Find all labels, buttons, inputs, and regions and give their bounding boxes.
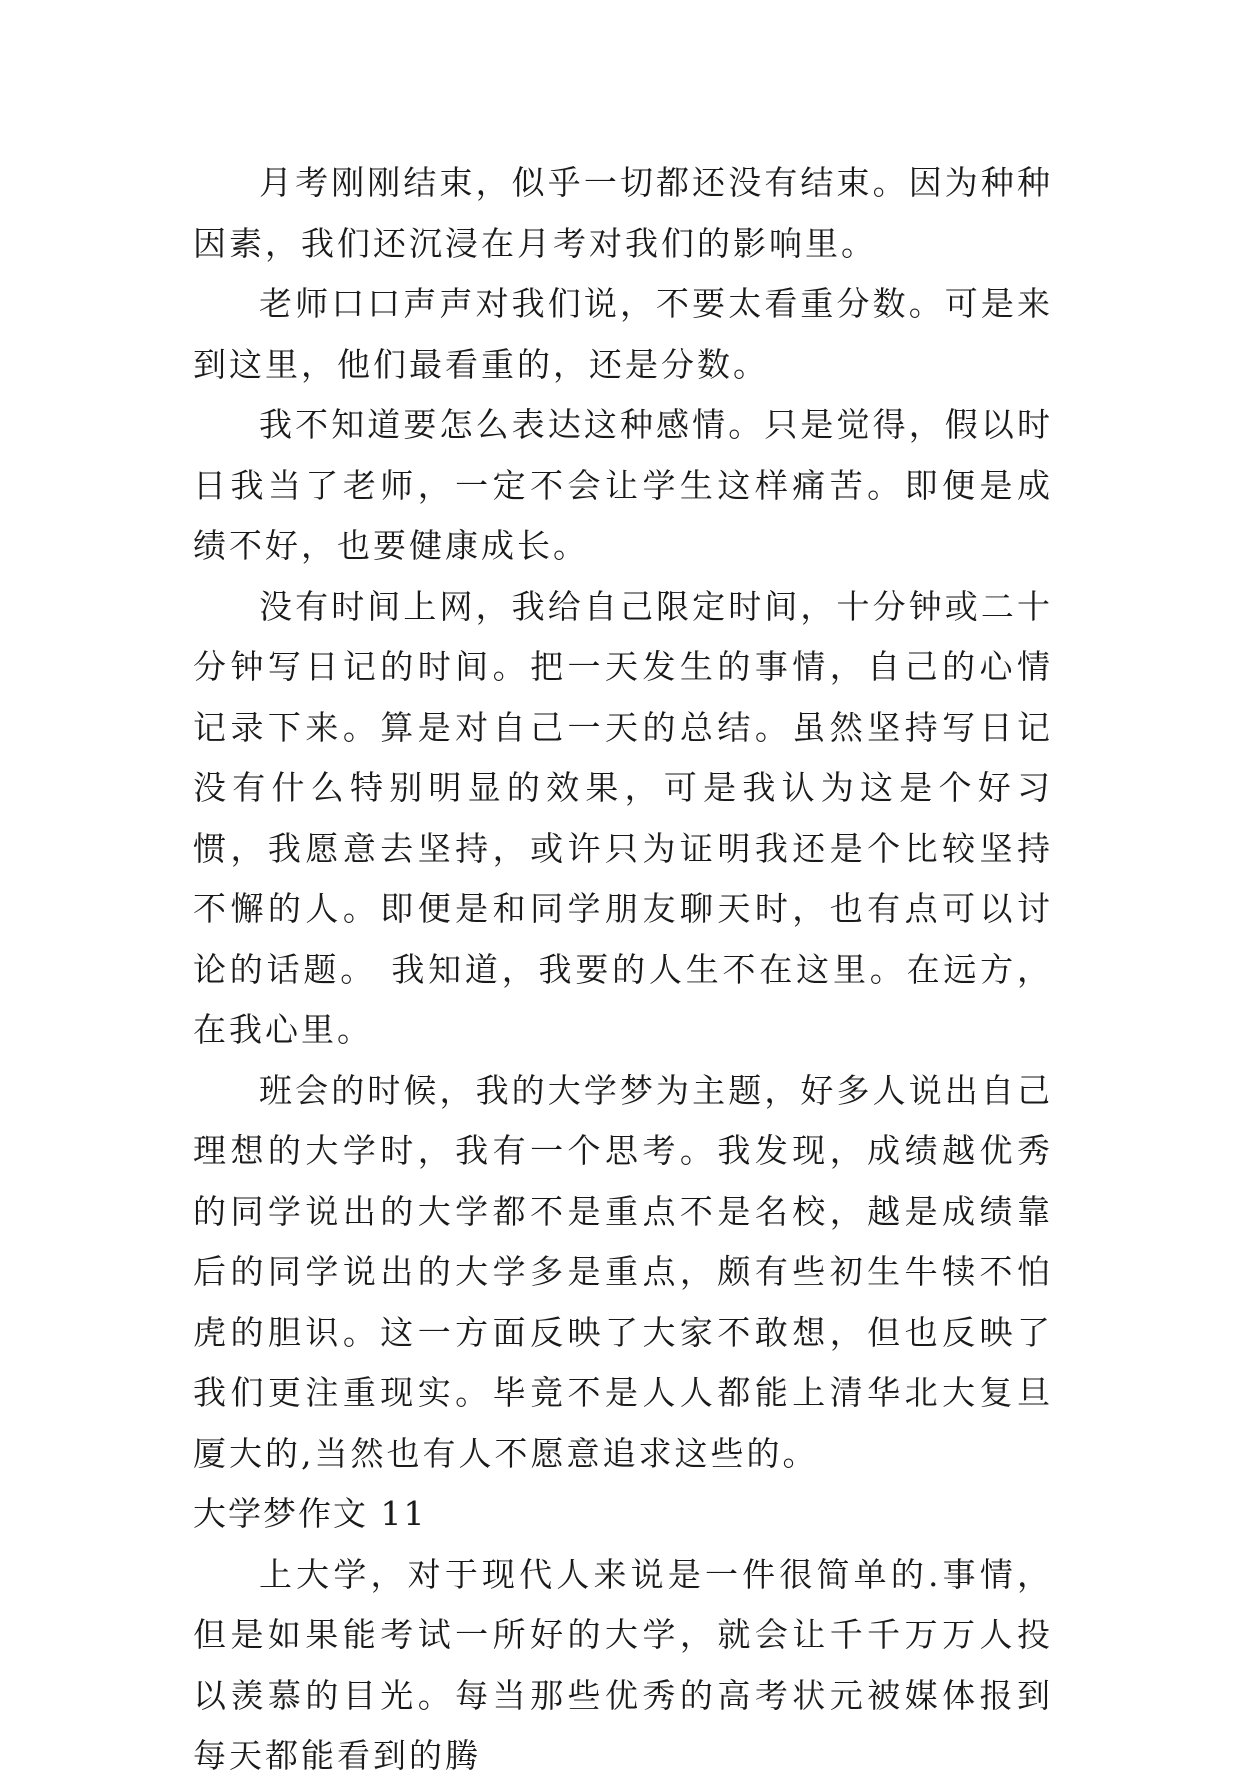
paragraph-6: 上大学，对于现代人来说是一件很简单的.事情，但是如果能考试一所好的大学，就会让千千万万人投以羡慕的目光。每当那些优秀的高考状元被媒体报到每天都能看到的腾 [193, 1554, 1053, 1775]
section-heading: 大学梦作文 11 [193, 1494, 427, 1533]
document-body [193, 153, 1053, 1787]
paragraph-1: 月考刚刚结束，似乎一切都还没有结束。因为种种因素，我们还沉浸在月考对我们的影响里。 [193, 163, 1053, 263]
paragraph-5: 班会的时候，我的大学梦为主题，好多人说出自己理想的大学时，我有一个思考。我发现，成绩越优秀的同学说出的大学都不是重点不是名校，越是成绩靠后的同学说出的大学多是重点，颇有些初生牛犊不怕虎的胆识。这一方面反映了大家不敢想，但也反映了我们更注重现实。毕竟不是人人都能上清华北大复旦厦大的,当然也有人不愿意追求这些的。 [193, 1070, 1053, 1473]
paragraph-3: 我不知道要怎么表达这种感情。只是觉得，假以时日我当了老师，一定不会让学生这样痛苦。即便是成绩不好，也要健康成长。 [193, 405, 1053, 565]
paragraph-2: 老师口口声声对我们说，不要太看重分数。可是来到这里，他们最看重的，还是分数。 [193, 284, 1053, 384]
paragraph-4: 没有时间上网，我给自己限定时间，十分钟或二十分钟写日记的时间。把一天发生的事情，自己的心情记录下来。算是对自己一天的总结。虽然坚持写日记没有什么特别明显的效果，可是我认为这是个好习惯，我愿意去坚持，或许只为证明我还是个比较坚持不懈的人。即便是和同学朋友聊天时，也有点可以讨论的话题。 我知道，我要的人生不在这里。在远方，在我心里。 [193, 586, 1053, 1049]
